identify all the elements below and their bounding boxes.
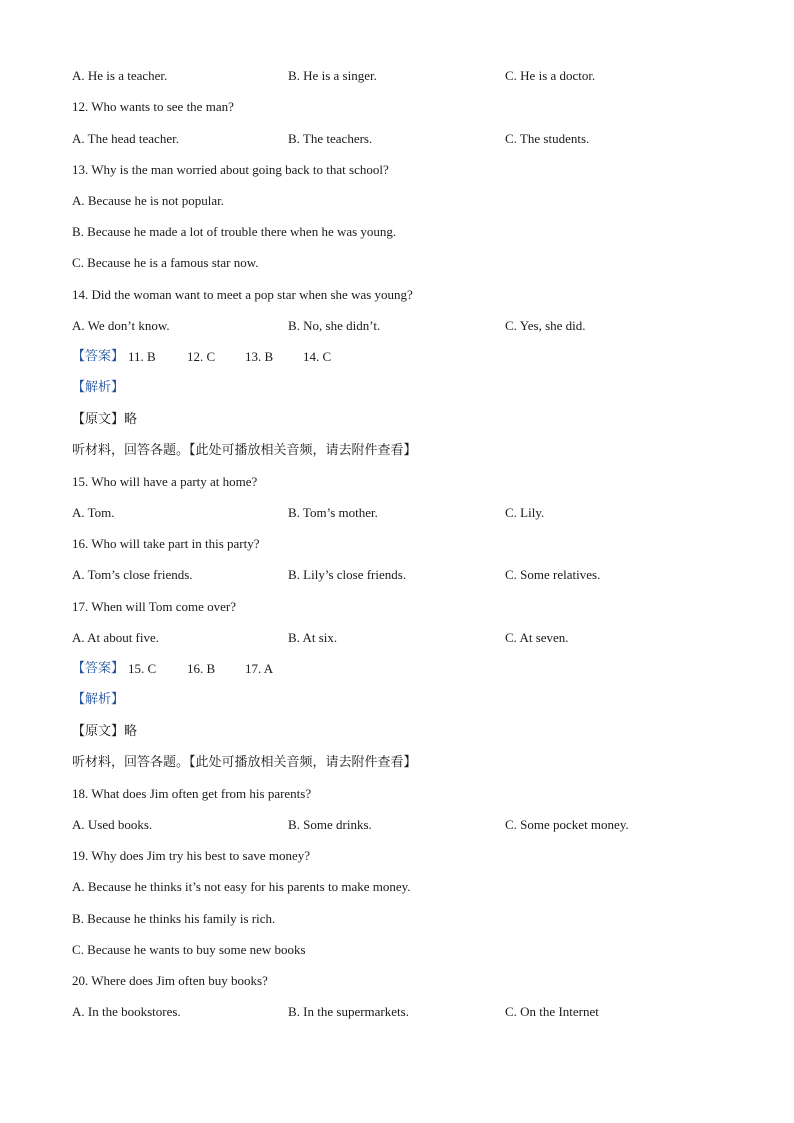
q11-option-b: B. He is a singer. — [288, 68, 377, 83]
q17-option-b: B. At six. — [288, 630, 338, 645]
q11-option-c: C. He is a doctor. — [505, 68, 596, 83]
analysis-tag: 【解析】 — [72, 692, 125, 707]
q13-option-b: B. Because he made a lot of trouble there when he was young. — [72, 224, 397, 239]
q13-option-a: A. Because he is not popular. — [72, 193, 224, 208]
answer-item: 17. A — [245, 661, 274, 676]
q17-option-a: A. At about five. — [72, 630, 160, 645]
q11-options — [0, 68, 794, 84]
q15-question: 15. Who will have a party at home? — [72, 474, 258, 489]
q16-option-c: C. Some relatives. — [505, 567, 601, 582]
answer-item: 15. C — [128, 661, 157, 676]
q16-option-b: B. Lily’s close friends. — [288, 567, 407, 582]
answer-item: 12. C — [187, 349, 216, 364]
answer-item: 13. B — [245, 349, 274, 364]
q15-options — [0, 505, 794, 521]
q12-question: 12. Who wants to see the man? — [72, 99, 234, 114]
q16-options — [0, 567, 794, 583]
listening-intro: 听材料，回答各题。【此处可播放相关音频，请去附件查看】 — [72, 755, 417, 770]
q11-option-a: A. He is a teacher. — [72, 68, 168, 83]
q19-question: 19. Why does Jim try his best to save money? — [72, 848, 311, 863]
q14-option-c: C. Yes, she did. — [505, 318, 586, 333]
answer-row-2 — [0, 661, 794, 677]
q20-question: 20. Where does Jim often buy books? — [72, 973, 268, 988]
q12-option-c: C. The students. — [505, 131, 590, 146]
q20-options — [0, 1004, 794, 1020]
q15-option-b: B. Tom’s mother. — [288, 505, 378, 520]
original-tag: 【原文】 — [72, 412, 125, 427]
q15-option-c: C. Lily. — [505, 505, 545, 520]
q14-question: 14. Did the woman want to meet a pop star when she was young? — [72, 287, 413, 302]
q19-option-a: A. Because he thinks it’s not easy for his parents to make money. — [72, 879, 411, 894]
q18-question: 18. What does Jim often get from his parents? — [72, 786, 312, 801]
q15-option-a: A. Tom. — [72, 505, 115, 520]
q19-option-c: C. Because he wants to buy some new books — [72, 942, 306, 957]
q19-option-b: B. Because he thinks his family is rich. — [72, 911, 276, 926]
q14-option-a: A. We don’t know. — [72, 318, 170, 333]
original-text-line — [72, 724, 137, 740]
original-text: 略 — [124, 412, 138, 427]
original-text: 略 — [124, 724, 138, 739]
answer-item: 11. B — [128, 349, 156, 364]
answer-item: 14. C — [303, 349, 332, 364]
q17-option-c: C. At seven. — [505, 630, 569, 645]
q20-option-a: A. In the bookstores. — [72, 1004, 181, 1019]
answer-item: 16. B — [187, 661, 216, 676]
q13-question: 13. Why is the man worried about going back to that school? — [72, 162, 389, 177]
q12-options — [0, 131, 794, 147]
original-text-line — [72, 412, 137, 428]
answer-row-1 — [0, 349, 794, 365]
q17-options — [0, 630, 794, 646]
original-tag: 【原文】 — [72, 724, 125, 739]
q20-option-b: B. In the supermarkets. — [288, 1004, 409, 1019]
q18-option-b: B. Some drinks. — [288, 817, 372, 832]
q13-option-c: C. Because he is a famous star now. — [72, 255, 259, 270]
q18-option-c: C. Some pocket money. — [505, 817, 629, 832]
q17-question: 17. When will Tom come over? — [72, 599, 236, 614]
q14-option-b: B. No, she didn’t. — [288, 318, 381, 333]
answer-tag: 【答案】 — [72, 349, 125, 364]
q12-option-b: B. The teachers. — [288, 131, 373, 146]
q16-option-a: A. Tom’s close friends. — [72, 567, 193, 582]
q12-option-a: A. The head teacher. — [72, 131, 179, 146]
q14-options — [0, 318, 794, 334]
q18-options — [0, 817, 794, 833]
analysis-tag: 【解析】 — [72, 380, 125, 395]
q20-option-c: C. On the Internet — [505, 1004, 599, 1019]
q16-question: 16. Who will take part in this party? — [72, 536, 260, 551]
listening-intro: 听材料，回答各题。【此处可播放相关音频，请去附件查看】 — [72, 443, 417, 458]
answer-tag: 【答案】 — [72, 661, 125, 676]
q18-option-a: A. Used books. — [72, 817, 153, 832]
